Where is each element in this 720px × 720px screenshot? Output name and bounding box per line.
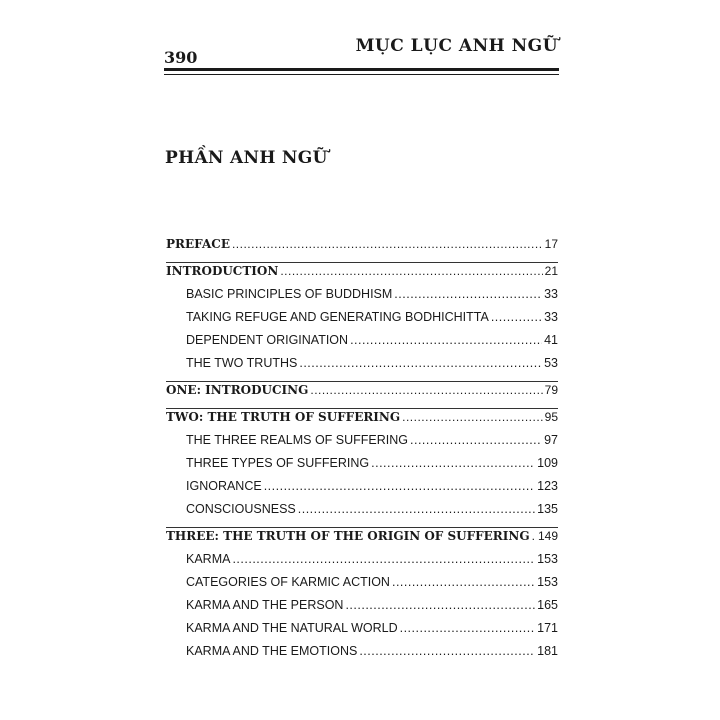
toc-entry-page: 33 <box>544 310 558 324</box>
toc-entry-page: 153 <box>537 575 558 589</box>
toc-entry-label: THE THREE REALMS OF SUFFERING <box>186 433 409 447</box>
toc-entry-page: 123 <box>537 479 558 493</box>
toc-leader-dots <box>400 621 536 635</box>
toc-entry-label: DEPENDENT ORIGINATION <box>186 333 349 347</box>
toc-entry-label: KARMA AND THE NATURAL WORLD <box>186 621 398 635</box>
toc-entry-label: THREE TYPES OF SUFFERING <box>186 456 370 470</box>
toc-subentry <box>166 310 558 333</box>
toc-entry-label: CONSCIOUSNESS <box>186 502 296 516</box>
toc-leader-dots <box>232 552 535 566</box>
toc-entry-page: 95 <box>544 410 558 424</box>
toc-leader-dots <box>491 310 542 324</box>
toc-subentry <box>166 575 558 598</box>
toc-chapter-entry <box>166 410 558 433</box>
toc-leader-dots <box>402 410 543 424</box>
toc-chapter-entry <box>166 264 558 287</box>
toc-subentry <box>166 287 558 310</box>
toc-entry-label: IGNORANCE <box>186 479 262 493</box>
toc-leader-dots <box>232 237 543 251</box>
toc-leader-dots <box>359 644 535 658</box>
section-title: PHẦN ANH NGỮ <box>165 148 328 168</box>
header-rule-thin <box>164 74 559 75</box>
toc-subentry <box>166 433 558 456</box>
toc-entry-page: 181 <box>537 644 558 658</box>
toc-entry-label: THE TWO TRUTHS <box>186 356 298 370</box>
toc-divider <box>166 408 558 409</box>
toc-entry-page: 135 <box>537 502 558 516</box>
toc-entry-page: 17 <box>544 237 558 251</box>
toc-divider <box>166 381 558 382</box>
toc-entry-page: 97 <box>544 433 558 447</box>
toc-subentry <box>166 456 558 479</box>
toc-entry-page: 41 <box>544 333 558 347</box>
toc-leader-dots <box>299 356 542 370</box>
toc-subentry <box>166 552 558 575</box>
page-number: 390 <box>164 48 198 67</box>
toc-leader-dots <box>394 287 542 301</box>
toc-divider <box>166 262 558 263</box>
toc-entry-page: 79 <box>544 383 558 397</box>
toc-subentry <box>166 333 558 356</box>
toc-leader-dots <box>310 383 542 397</box>
toc-entry-page: 165 <box>537 598 558 612</box>
toc-entry-page: 149 <box>537 529 558 543</box>
toc-leader-dots <box>264 479 535 493</box>
toc-entry-label: KARMA <box>186 552 231 566</box>
toc-subentry <box>166 479 558 502</box>
toc-entry-label: INTRODUCTION <box>166 264 279 278</box>
toc-entry-page: 171 <box>537 621 558 635</box>
toc-entry-label: TAKING REFUGE AND GENERATING BODHICHITTA <box>186 310 489 324</box>
toc-entry-label: CATEGORIES OF KARMIC ACTION <box>186 575 390 589</box>
toc-divider <box>166 527 558 528</box>
toc-chapter-entry <box>166 383 558 406</box>
toc-entry-page: 153 <box>537 552 558 566</box>
toc-subentry <box>166 621 558 644</box>
toc-leader-dots <box>298 502 535 516</box>
header-rule-thick <box>164 68 559 71</box>
toc-entry-label: KARMA AND THE PERSON <box>186 598 344 612</box>
toc-leader-dots <box>410 433 542 447</box>
running-title: MỤC LỤC ANH NGỮ <box>355 36 558 56</box>
toc-subentry <box>166 644 558 667</box>
toc-leader-dots <box>280 264 542 278</box>
toc-subentry <box>166 356 558 379</box>
toc-chapter-entry <box>166 237 558 260</box>
toc-entry-label: THREE: THE TRUTH OF THE ORIGIN OF SUFFERING <box>166 529 530 543</box>
toc-entry-label: PREFACE <box>166 237 230 251</box>
toc-leader-dots <box>350 333 542 347</box>
toc-leader-dots <box>371 456 535 470</box>
toc-entry-page: 53 <box>544 356 558 370</box>
toc-leader-dots <box>345 598 535 612</box>
toc-subentry <box>166 598 558 621</box>
toc-leader-dots <box>532 529 536 543</box>
toc-subentry <box>166 502 558 525</box>
toc-chapter-entry <box>166 529 558 552</box>
toc-entry-page: 33 <box>544 287 558 301</box>
toc-entry-label: BASIC PRINCIPLES OF BUDDHISM <box>186 287 393 301</box>
table-of-contents <box>166 237 558 667</box>
toc-entry-page: 109 <box>537 456 558 470</box>
toc-entry-label: TWO: THE TRUTH OF SUFFERING <box>166 410 401 424</box>
toc-entry-label: KARMA AND THE EMOTIONS <box>186 644 358 658</box>
toc-leader-dots <box>392 575 535 589</box>
toc-entry-page: 21 <box>544 264 558 278</box>
toc-entry-label: ONE: INTRODUCING <box>166 383 309 397</box>
